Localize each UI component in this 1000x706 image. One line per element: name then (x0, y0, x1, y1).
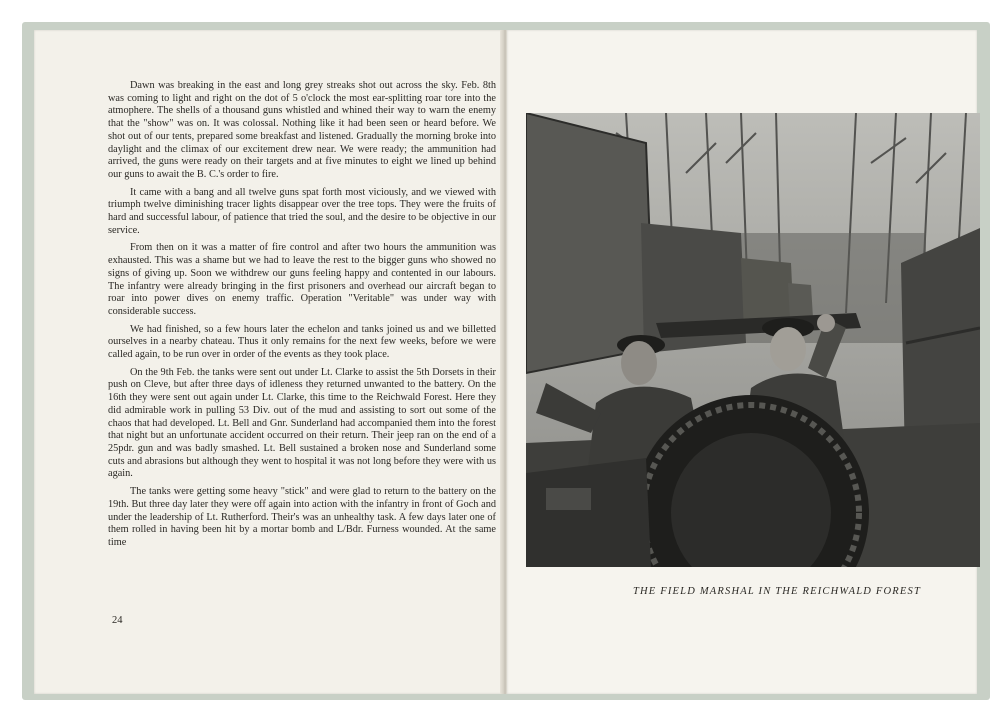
paragraph-6: The tanks were getting some heavy "stick" and were glad to return to the battery on the 19th. But three day later they were off again into action with the infantry in front of Goch and under the leadership of Lt. Rutherford. Their's was an unhealthy task. A few days later one of them rolled in having been hit by a mortar bomb and L/Bdr. Furness wounded. At the same time (108, 486, 496, 548)
left-page (34, 30, 504, 694)
right-page (507, 30, 977, 694)
paragraph-4: We had finished, so a few hours later the echelon and tanks joined us and we billetted ourselves in a nearby chateau. Thus it only remains for the next few weeks, before we were called again, to be run over in order of the events as they took place. (108, 323, 496, 361)
paragraph-1: Dawn was breaking in the east and long grey streaks shot out across the sky. Feb. 8th was coming to light and right on the dot of 5 o'clock the most ear-splitting roar tore into the atmophere. The shells of a thousand guns whistled and whined their way to warn the enemy that the "show" was on. It was colossal. Nothing like it had been seen or heard before. We shot out of our tents, prepared some breakfast and listened. Gradually the morning broke into daylight and the climax of our excitement drew near. We were ready; the ammunition had arrived, the guns were ready on their targets and at five minutes to eight we lined up behind our guns to await the B. C.'s order to fire. (108, 80, 496, 180)
page-number: 24 (112, 615, 123, 626)
body-text (108, 80, 496, 555)
photo-illustration (526, 113, 980, 567)
paragraph-3: From then on it was a matter of fire control and after two hours the ammunition was exhausted. This was a shame but we had to leave the rest to the bigger guns who showed no signs of giving up. Soon we withdrew our guns feeling happy and contented in our labours. The infantry were already bringing in the first prisoners and overhead our aircraft began to roar into power dives on enemy traffic. Operation "Veritable" was under way with considerable success. (108, 242, 496, 317)
paragraph-5: On the 9th Feb. the tanks were sent out under Lt. Clarke to assist the 5th Dorsets in their push on Cleve, but after three days of idleness they returned unwanted to the battery. On the 16th they were sent out again under Lt. Clarke, this time to the Reichwald Forest. Here they did admirable work in pulling 53 Div. out of the mud and assisting to sort out some of the chaos that had developed. Lt. Bell and Gnr. Sunderland had accompanied them into the forest that night but an unfortunate accident occurred on their return. Their jeep ran on the end of a 25pdr. gun and was badly smashed. Lt. Bell sustained a broken nose and Sunderland some cuts and abrasions but although they went to hospital it was not long before they were with us again. (108, 366, 496, 480)
field-marshal-photo (526, 113, 980, 567)
paragraph-2: It came with a bang and all twelve guns spat forth most viciously, and we viewed with triumph twelve diminishing tracer lights disappear over the tree tops. They were the fruits of hard and successful labour, of patience that tried the soul, and the desire to be objective in our service. (108, 186, 496, 236)
photo-caption: THE FIELD MARSHAL IN THE REICHWALD FOREST (632, 586, 921, 597)
